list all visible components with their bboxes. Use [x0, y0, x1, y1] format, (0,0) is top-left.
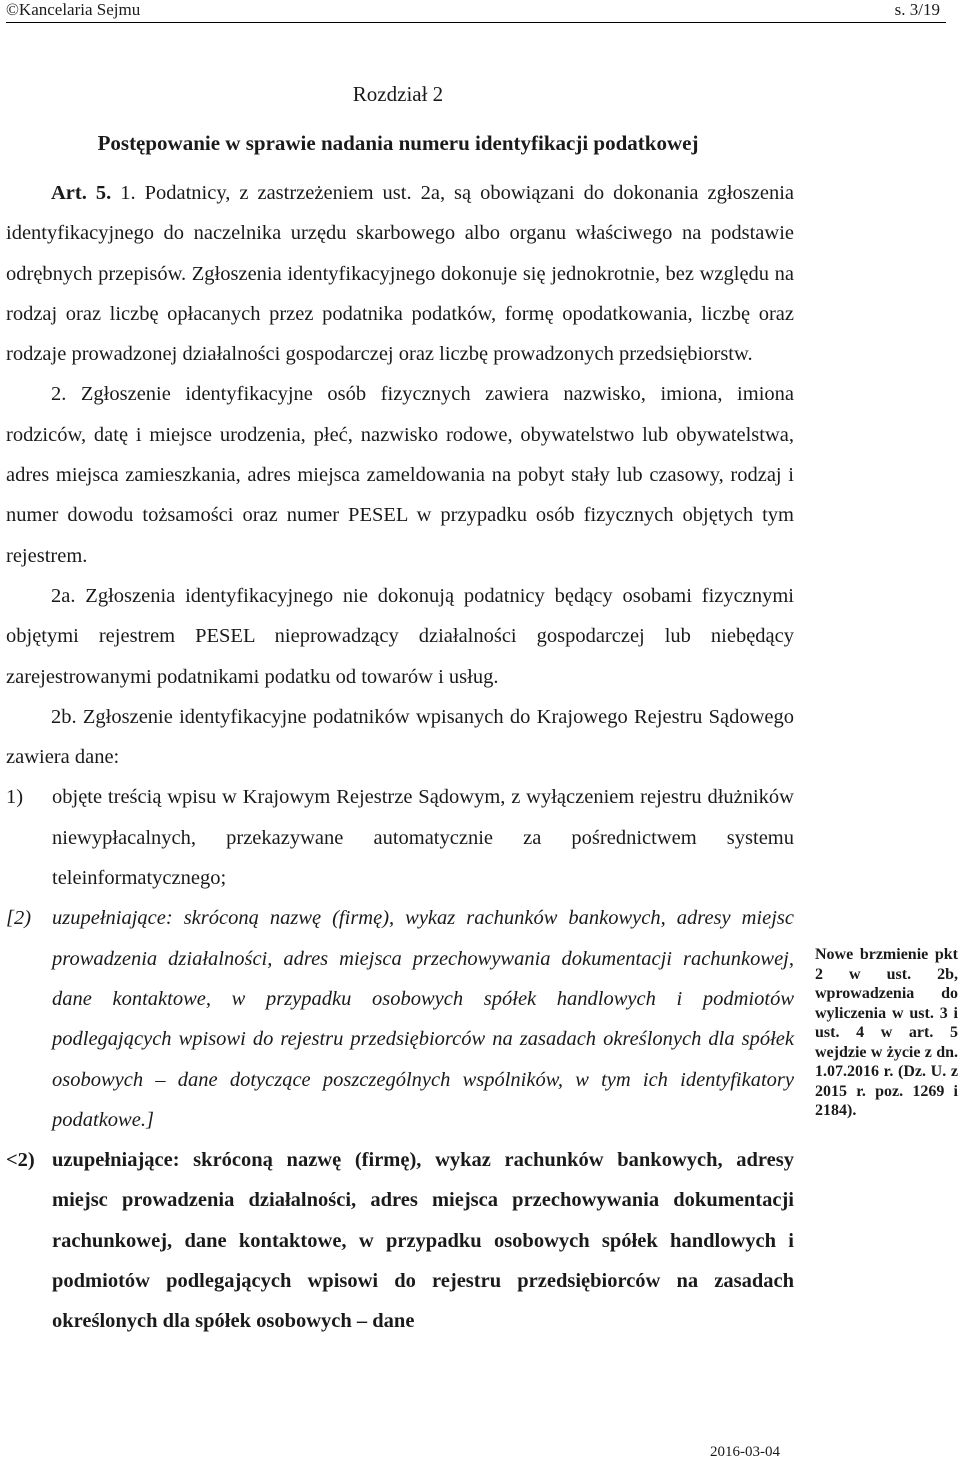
document-body [6, 173, 794, 1342]
list-item-text: uzupełniające: skróconą nazwę (firmę), wykaz rachunków bankowych, adresy miejsc prowadzenia działalności, adres miejsca przechowywania dokumentacji rachunkowej, dane kontaktowe, w przypadku osobowych spółek handlowych i podmiotów podlegających wpisowi do rejestru przedsiębiorców na zasadach określonych dla spółek osobowych – dane [52, 1149, 794, 1333]
footer-date: 2016-03-04 [710, 1444, 780, 1460]
list-item-number: [2) [6, 907, 32, 930]
list-item-2-new [6, 1140, 794, 1341]
list-item-number: <2) [6, 1149, 35, 1172]
list-item-text: objęte treścią wpisu w Krajowym Rejestrze Sądowym, z wyłączeniem rejestru dłużników niewypłacalnych, przekazywane automatycznie za pośrednictwem systemu teleinformatycznego; [52, 786, 794, 890]
page-number: s. 3/19 [894, 0, 940, 19]
list-item-2-old [6, 898, 794, 1140]
article-label: Art. 5. [51, 182, 112, 204]
art5-ust2b: 2b. Zgłoszenie identyfikacyjne podatników wpisanych do Krajowego Rejestru Sądowego zawiera dane: [6, 705, 794, 769]
chapter-heading: Rozdział 2 [352, 82, 444, 106]
chapter-title: Postępowanie w sprawie nadania numeru identyfikacji podatkowej [97, 131, 699, 155]
art5-ust2: 2. Zgłoszenie identyfikacyjne osób fizycznych zawiera nazwisko, imiona, imiona rodziców, datę i miejsce urodzenia, płeć, nazwisko rodowe, obywatelstwo lub obywatelstwa, adres miejsca zamieszkania, adres miejsca zameldowania na pobyt stały lub czasowy, rodzaj i numer dowodu tożsamości oraz numer PESEL w przypadku osób fizycznych objętych tym rejestrem. [6, 383, 794, 567]
page-header [6, 0, 946, 23]
list-item-number: 1) [6, 786, 24, 809]
art5-ust1-text: 1. Podatnicy, z zastrzeżeniem ust. 2a, są obowiązani do dokonania zgłoszenia identyfikacyjnego do naczelnika urzędu skarbowego albo organu właściwego na podstawie odrębnych przepisów. Zgłoszenia identyfikacyjnego dokonuje się jednokrotnie, bez względu na rodzaj oraz liczbę opłacanych przez podatnika podatków, formę opodatkowania, liczbę oraz rodzaje prowadzonej działalności gospodarczej oraz liczbę prowadzonych przedsiębiorstw. [6, 182, 795, 366]
copyright-text: ©Kancelaria Sejmu [6, 0, 141, 19]
list-item-1 [6, 777, 794, 898]
art5-ust1 [6, 173, 794, 374]
list-item-text: uzupełniające: skróconą nazwę (firmę), wykaz rachunków bankowych, adresy miejsc prowadzenia działalności, adres miejsca przechowywania dokumentacji rachunkowej, dane kontaktowe, w przypadku osobowych spółek handlowych i podmiotów podlegających wpisowi do rejestru przedsiębiorców na zasadach określonych dla spółek osobowych – dane dotyczące poszczególnych wspólników, w tym ich identyfikatory podatkowe.] [52, 907, 794, 1131]
margin-note: Nowe brzmienie pkt 2 w ust. 2b, wprowadzenia do wyliczenia w ust. 3 i ust. 4 w art. 5 wejdzie w życie z dn. 1.07.2016 r. (Dz. U. z 2015 r. poz. 1269 i 2184). [815, 946, 958, 1119]
art5-ust2a: 2a. Zgłoszenia identyfikacyjnego nie dokonują podatnicy będący osobami fizycznymi objętymi rejestrem PESEL nieprowadzący działalności gospodarczej lub niebędący zarejestrowanymi podatnikami podatku od towarów i usług. [6, 584, 794, 688]
